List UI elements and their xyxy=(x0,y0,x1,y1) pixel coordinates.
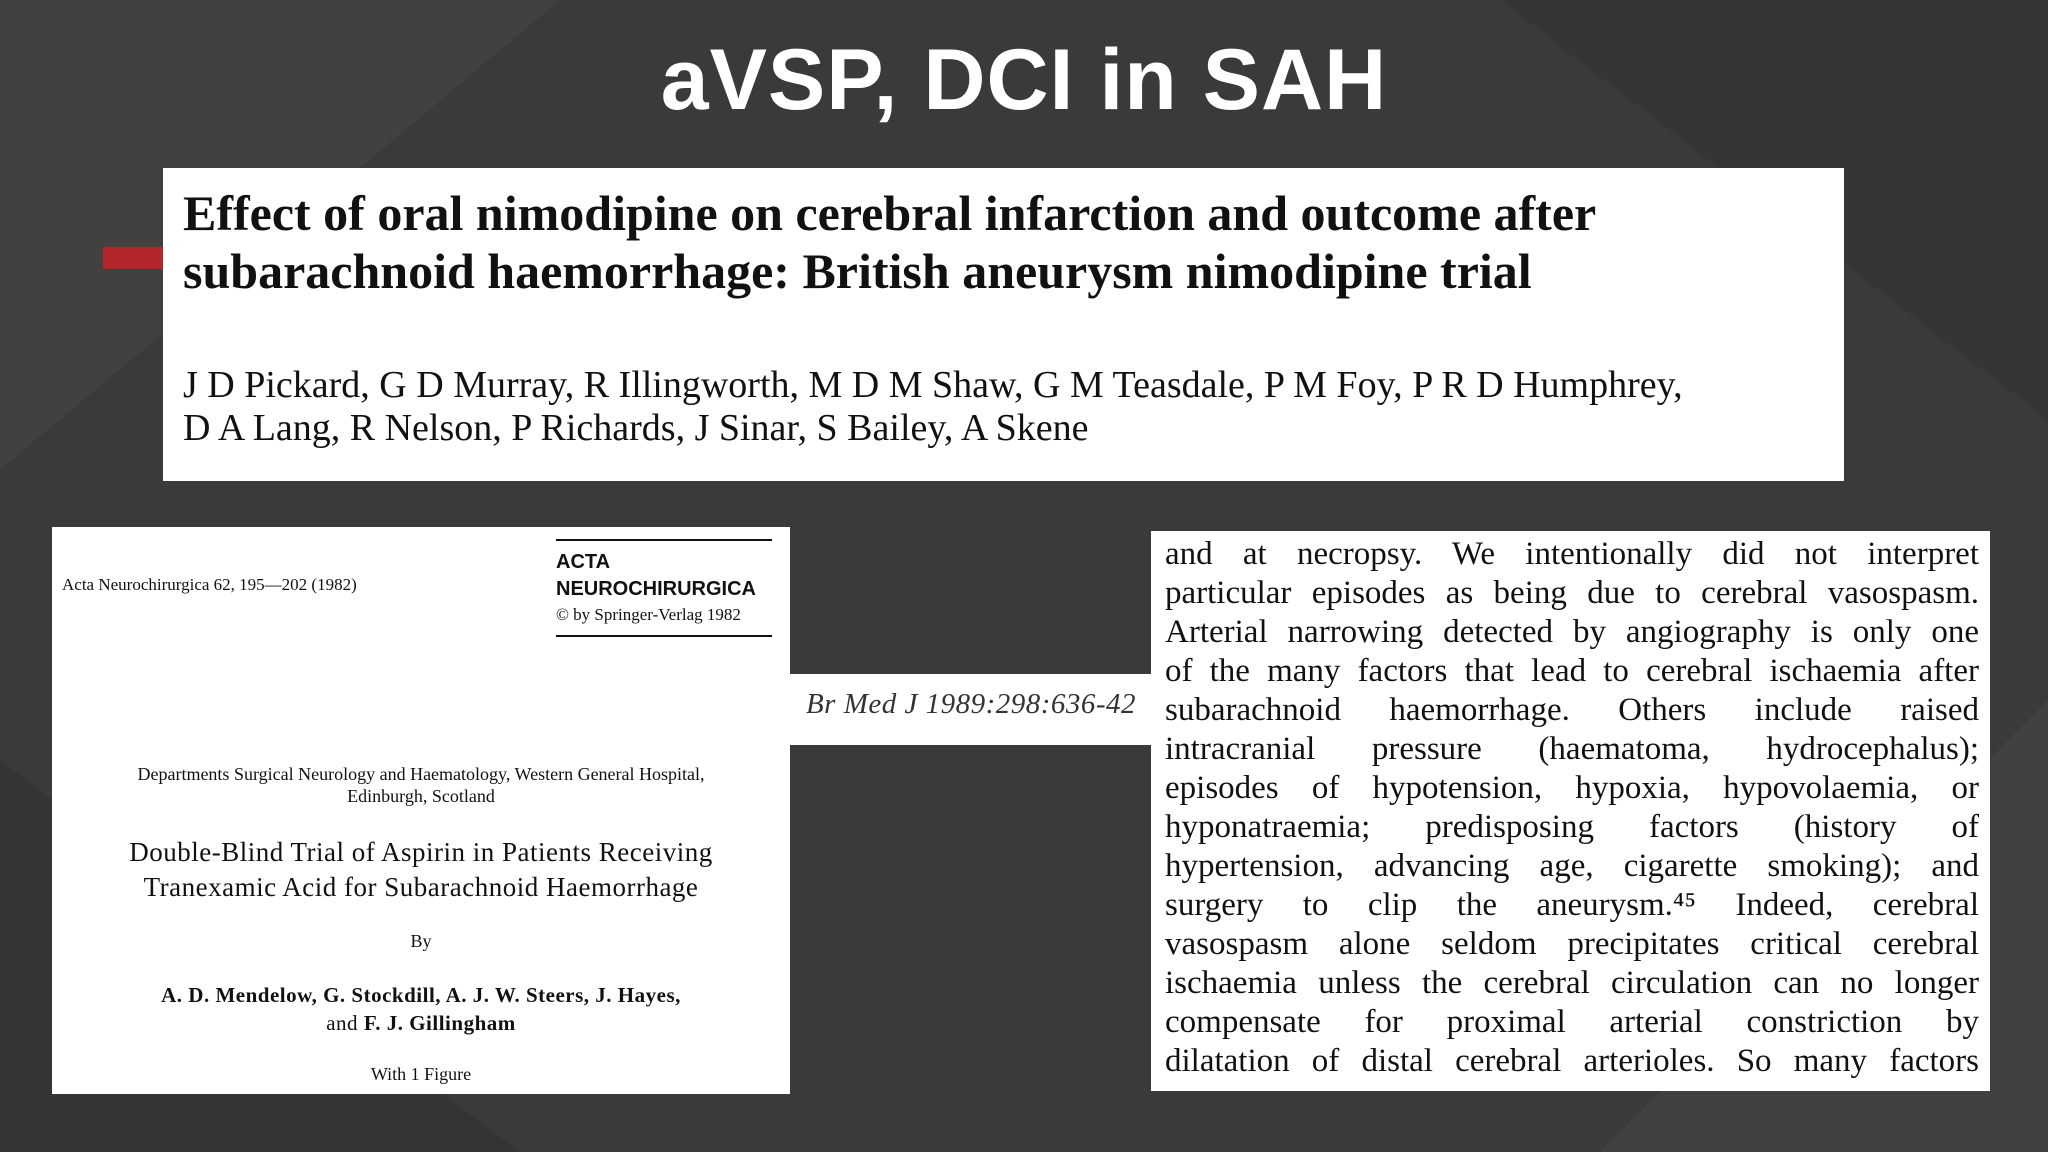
acta-authors xyxy=(52,981,790,1037)
top-article-authors-line-1: J D Pickard, G D Murray, R Illingworth, M D M Shaw, G M Teasdale, P M Foy, P R D Humphrey, xyxy=(183,364,1683,406)
body-line-1: and at necropsy. We intentionally did not interpret xyxy=(1165,536,1979,572)
acta-department-line-2: Edinburgh, Scotland xyxy=(347,786,495,806)
body-line-4: of the many factors that lead to cerebral ischaemia after xyxy=(1165,653,1979,689)
body-line-11: vasospasm alone seldom precipitates critical cerebral xyxy=(1165,926,1979,962)
body-line-10: surgery to clip the aneurysm.⁴⁵ Indeed, cerebral xyxy=(1165,887,1979,923)
top-article-authors xyxy=(183,364,1843,450)
bmj-citation: Br Med J 1989:298:636-42 xyxy=(805,688,1137,720)
body-line-3: Arterial narrowing detected by angiography is only one xyxy=(1165,614,1979,650)
body-line-7: episodes of hypotension, hypoxia, hypovolaemia, or xyxy=(1165,770,1979,806)
acta-title-line-1: Double-Blind Trial of Aspirin in Patients Receiving xyxy=(129,837,713,867)
acta-department xyxy=(52,763,790,807)
body-line-13: compensate for proximal arterial constriction by xyxy=(1165,1004,1979,1040)
acta-title-line-2: Tranexamic Acid for Subarachnoid Haemorrhage xyxy=(143,872,699,902)
acta-journal-line-1: ACTA xyxy=(556,551,611,573)
top-article-title-line-2: subarachnoid haemorrhage: British aneurysm nimodipine trial xyxy=(183,243,1532,299)
acta-rule-bottom xyxy=(556,635,772,637)
body-line-14: dilatation of distal cerebral arterioles. So many factors xyxy=(1165,1043,1979,1079)
acta-figure-note: With 1 Figure xyxy=(370,1064,472,1084)
body-line-8: hyponatraemia; predisposing factors (history of xyxy=(1165,809,1979,845)
acta-citation: Acta Neurochirurgica 62, 195—202 (1982) xyxy=(62,575,357,594)
bmj-citation-panel xyxy=(788,674,1154,745)
body-line-6: intracranial pressure (haematoma, hydrocephalus); xyxy=(1165,731,1979,767)
body-line-12: ischaemia unless the cerebral circulation can no longer xyxy=(1165,965,1979,1001)
acta-authors-line-1: A. D. Mendelow, G. Stockdill, A. J. W. Steers, J. Hayes, xyxy=(161,983,681,1007)
acta-article-panel xyxy=(52,527,790,1094)
acta-journal-line-2: NEUROCHIRURGICA xyxy=(556,578,756,600)
top-article-authors-line-2: D A Lang, R Nelson, P Richards, J Sinar, S Bailey, A Skene xyxy=(183,407,1089,449)
top-article-title-line-1: Effect of oral nimodipine on cerebral infarction and outcome after xyxy=(183,185,1597,241)
top-article-panel xyxy=(163,168,1844,481)
acta-authors-last: F. J. Gillingham xyxy=(363,1011,516,1035)
accent-bar xyxy=(103,247,165,269)
acta-authors-and: and xyxy=(326,1011,359,1035)
body-line-2: particular episodes as being due to cerebral vasospasm. xyxy=(1165,575,1979,611)
body-line-9: hypertension, advancing age, cigarette smoking); and xyxy=(1165,848,1979,884)
acta-department-line-1: Departments Surgical Neurology and Haematology, Western General Hospital, xyxy=(137,764,705,784)
top-article-title xyxy=(183,184,1833,300)
acta-rule-top xyxy=(556,539,772,541)
body-text-panel xyxy=(1151,531,1990,1091)
body-line-5: subarachnoid haemorrhage. Others include raised xyxy=(1165,692,1979,728)
acta-copyright: © by Springer-Verlag 1982 xyxy=(556,605,741,624)
acta-by: By xyxy=(410,931,432,951)
acta-authors-line-2 xyxy=(52,1009,790,1037)
slide-title: aVSP, DCI in SAH xyxy=(660,32,1388,128)
acta-title xyxy=(52,835,790,905)
